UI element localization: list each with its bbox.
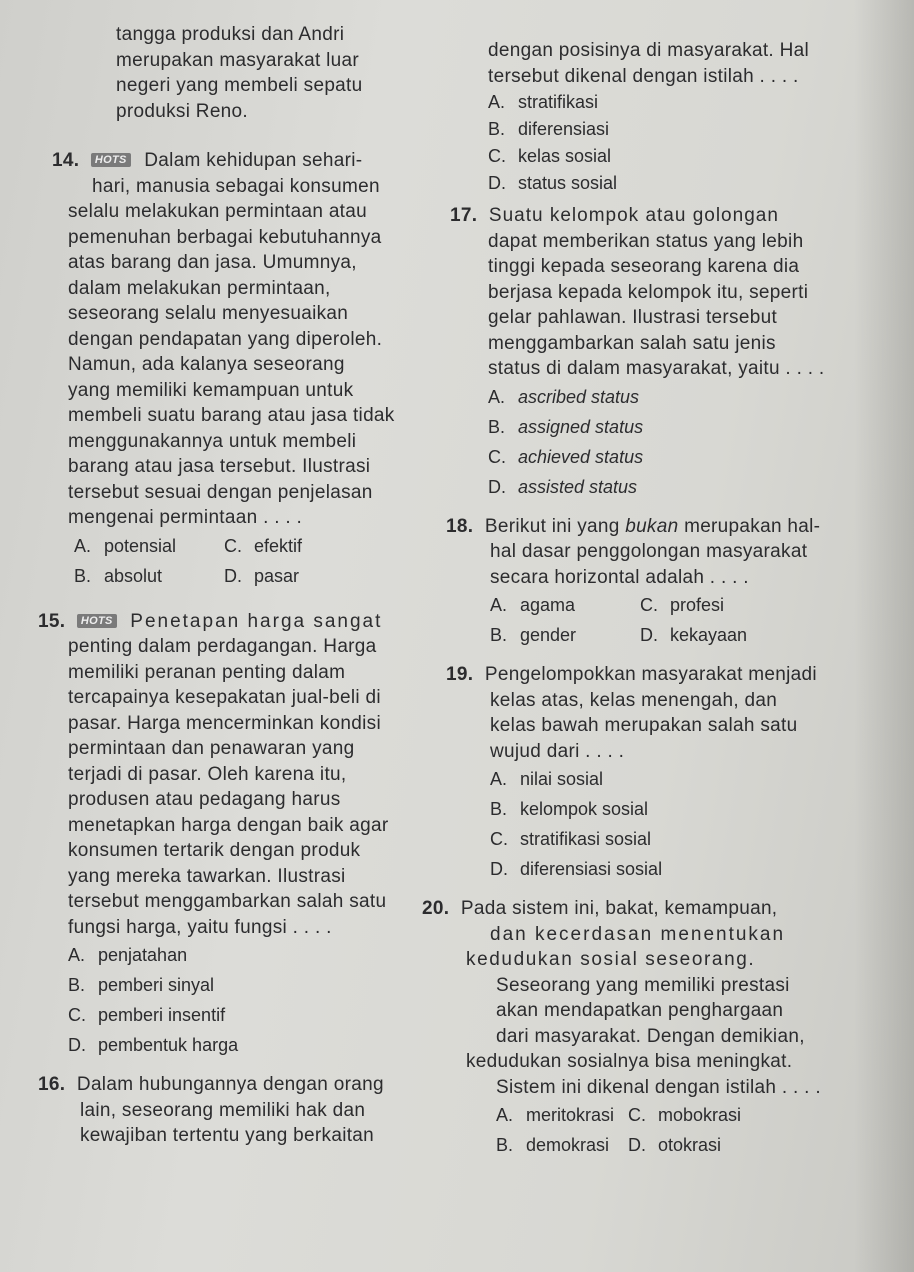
option-a[interactable]: A. nilai sosial: [490, 769, 604, 789]
question-line: permintaan dan penawaran yang: [68, 738, 355, 759]
question-line: penting dalam perdagangan. Harga: [68, 636, 377, 657]
question-line: dan kecerdasan menentukan: [490, 923, 786, 945]
hots-badge: HOTS: [77, 614, 117, 628]
question-line: dapat memberikan status yang lebih: [488, 230, 804, 252]
option-b[interactable]: B. assigned status: [488, 416, 644, 437]
question-line: Suatu kelompok atau golongan: [488, 205, 779, 226]
question-line: menggambarkan salah satu jenis: [488, 332, 776, 354]
question-line: hari, manusia sebagai konsumen: [92, 175, 380, 197]
question-number: 16.: [38, 1074, 66, 1095]
question-20: [422, 896, 850, 1160]
question-line: memiliki peranan penting dalam: [68, 661, 346, 683]
question-line: kedudukan sosial seseorang.: [466, 949, 756, 970]
option-d[interactable]: D. status sosial: [488, 173, 618, 193]
option-d[interactable]: D. assisted status: [488, 476, 638, 497]
question-line: lain, seseorang memiliki hak dan: [80, 1099, 366, 1121]
question-line: tercapainya kesepakatan jual-beli di: [68, 687, 381, 708]
question-line: Namun, ada kalanya seseorang: [68, 354, 345, 375]
intro-line: tangga produksi dan Andri: [116, 24, 345, 45]
option-d[interactable]: D. diferensiasi sosial: [490, 859, 663, 879]
question-line: Sistem ini dikenal dengan istilah . . . .: [496, 1076, 821, 1098]
option-c[interactable]: C. efektif: [224, 535, 303, 556]
intro-text-left: [68, 22, 428, 124]
right-column: [422, 38, 850, 1160]
question-number: 17.: [450, 205, 478, 226]
intro-line: merupakan masyarakat luar: [116, 49, 359, 71]
option-c[interactable]: C. profesi: [640, 595, 725, 615]
option-b[interactable]: B. gender: [490, 625, 577, 645]
question-line: tersebut menggambarkan salah satu: [68, 891, 387, 912]
option-b[interactable]: B. pemberi sinyal: [68, 975, 215, 995]
question-line: Dalam hubungannya dengan orang: [76, 1074, 384, 1095]
question-number: 19.: [446, 664, 474, 685]
question-line: selalu melakukan permintaan atau: [68, 201, 367, 222]
option-b[interactable]: B. absolut: [74, 565, 163, 586]
question-line: Dalam kehidupan sehari-: [144, 150, 363, 171]
question-line: yang memiliki kemampuan untuk: [68, 379, 354, 401]
question-18: [446, 514, 850, 651]
option-c[interactable]: C. pemberi insentif: [68, 1005, 226, 1025]
question-number: 15.: [38, 610, 66, 632]
option-a[interactable]: A. stratifikasi: [488, 92, 599, 112]
question-14: [52, 148, 428, 591]
question-line: kelas atas, kelas menengah, dan: [490, 689, 778, 711]
option-row: [490, 590, 850, 620]
option-d[interactable]: D. pasar: [224, 565, 300, 586]
option-a[interactable]: A. meritokrasi: [496, 1105, 615, 1125]
option-c[interactable]: C. achieved status: [488, 446, 644, 467]
question-line: Penetapan harga sangat: [130, 610, 383, 632]
question-line: dalam melakukan permintaan,: [68, 277, 331, 299]
question-line: Pada sistem ini, bakat, kemampuan,: [460, 898, 778, 919]
option-d[interactable]: D. otokrasi: [628, 1135, 722, 1155]
option-row: [68, 531, 428, 561]
question-line: menggunakannya untuk membeli: [68, 430, 357, 452]
question-number: 14.: [52, 150, 80, 171]
question-line: dengan pendapatan yang diperoleh.: [68, 328, 383, 350]
question-17: [450, 203, 850, 502]
question-line: terjadi di pasar. Oleh karena itu,: [68, 763, 347, 785]
question-line: menetapkan harga dengan baik agar: [68, 814, 389, 836]
option-b[interactable]: B. kelompok sosial: [490, 799, 649, 819]
hots-badge: HOTS: [91, 153, 131, 167]
option-d[interactable]: D. pembentuk harga: [68, 1035, 239, 1055]
intro-line: negeri yang membeli sepatu: [116, 75, 363, 96]
question-line: mengenai permintaan . . . .: [68, 507, 303, 528]
question-line: pasar. Harga mencerminkan kondisi: [68, 712, 381, 734]
option-c[interactable]: C. kelas sosial: [488, 146, 612, 166]
question-line: kedudukan sosialnya bisa meningkat.: [466, 1051, 793, 1072]
page-edge-shadow: [854, 0, 914, 1272]
question-line: dari masyarakat. Dengan demikian,: [496, 1025, 805, 1047]
question-line: yang mereka tawarkan. Ilustrasi: [68, 865, 346, 887]
option-b[interactable]: B. demokrasi: [496, 1135, 610, 1155]
question-line: status di dalam masyarakat, yaitu . . . .: [488, 358, 825, 379]
question-line: Seseorang yang memiliki prestasi: [496, 974, 790, 996]
question-line: membeli suatu barang atau jasa tidak: [68, 405, 395, 426]
option-a[interactable]: A. agama: [490, 595, 576, 615]
question-number: 18.: [446, 515, 474, 537]
intro-text-right: [450, 38, 850, 89]
option-row: [68, 561, 428, 591]
intro-line: produksi Reno.: [116, 100, 248, 122]
option-a[interactable]: A. ascribed status: [488, 386, 640, 407]
question-line: Pengelompokkan masyarakat menjadi: [484, 664, 817, 685]
question-line: gelar pahlawan. Ilustrasi tersebut: [488, 307, 778, 328]
intro-line: dengan posisinya di masyarakat. Hal: [488, 40, 810, 61]
question-line: kelas bawah merupakan salah satu: [490, 715, 798, 736]
question-line: barang atau jasa tersebut. Ilustrasi: [68, 456, 371, 477]
option-b[interactable]: B. diferensiasi: [488, 119, 610, 139]
question-line: tinggi kepada seseorang karena dia: [488, 256, 800, 277]
option-row: [496, 1100, 850, 1130]
intro-line: tersebut dikenal dengan istilah . . . .: [488, 65, 799, 87]
question-line: hal dasar penggolongan masyarakat: [490, 541, 808, 562]
option-c[interactable]: C. stratifikasi sosial: [490, 829, 652, 849]
question-19: [446, 662, 850, 884]
question-line: secara horizontal adalah . . . .: [490, 566, 749, 588]
option-c[interactable]: C. mobokrasi: [628, 1105, 742, 1125]
left-column: [38, 22, 428, 1149]
question-line: produsen atau pedagang harus: [68, 789, 341, 810]
option-row: [490, 620, 850, 650]
question-line: akan mendapatkan penghargaan: [496, 1000, 784, 1021]
question-line: tersebut sesuai dengan penjelasan: [68, 481, 373, 503]
question-line: Berikut ini yang bukan merupakan hal-: [484, 515, 821, 537]
option-a[interactable]: A. penjatahan: [68, 945, 188, 965]
question-line: pemenuhan berbagai kebutuhannya: [68, 226, 382, 248]
question-line: berjasa kepada kelompok itu, seperti: [488, 281, 809, 303]
question-line: wujud dari . . . .: [490, 740, 625, 762]
question-line: fungsi harga, yaitu fungsi . . . .: [68, 916, 332, 938]
question-line: atas barang dan jasa. Umumnya,: [68, 252, 357, 273]
question-line: konsumen tertarik dengan produk: [68, 840, 361, 861]
option-a[interactable]: A. potensial: [74, 535, 177, 556]
question-line: kewajiban tertentu yang berkaitan: [80, 1125, 375, 1146]
option-row: [496, 1130, 850, 1160]
question-line: seseorang selalu menyesuaikan: [68, 303, 349, 324]
question-number: 20.: [422, 898, 450, 919]
question-16: [38, 1072, 428, 1149]
option-d[interactable]: D. kekayaan: [640, 625, 748, 645]
question-15: [38, 609, 428, 1061]
